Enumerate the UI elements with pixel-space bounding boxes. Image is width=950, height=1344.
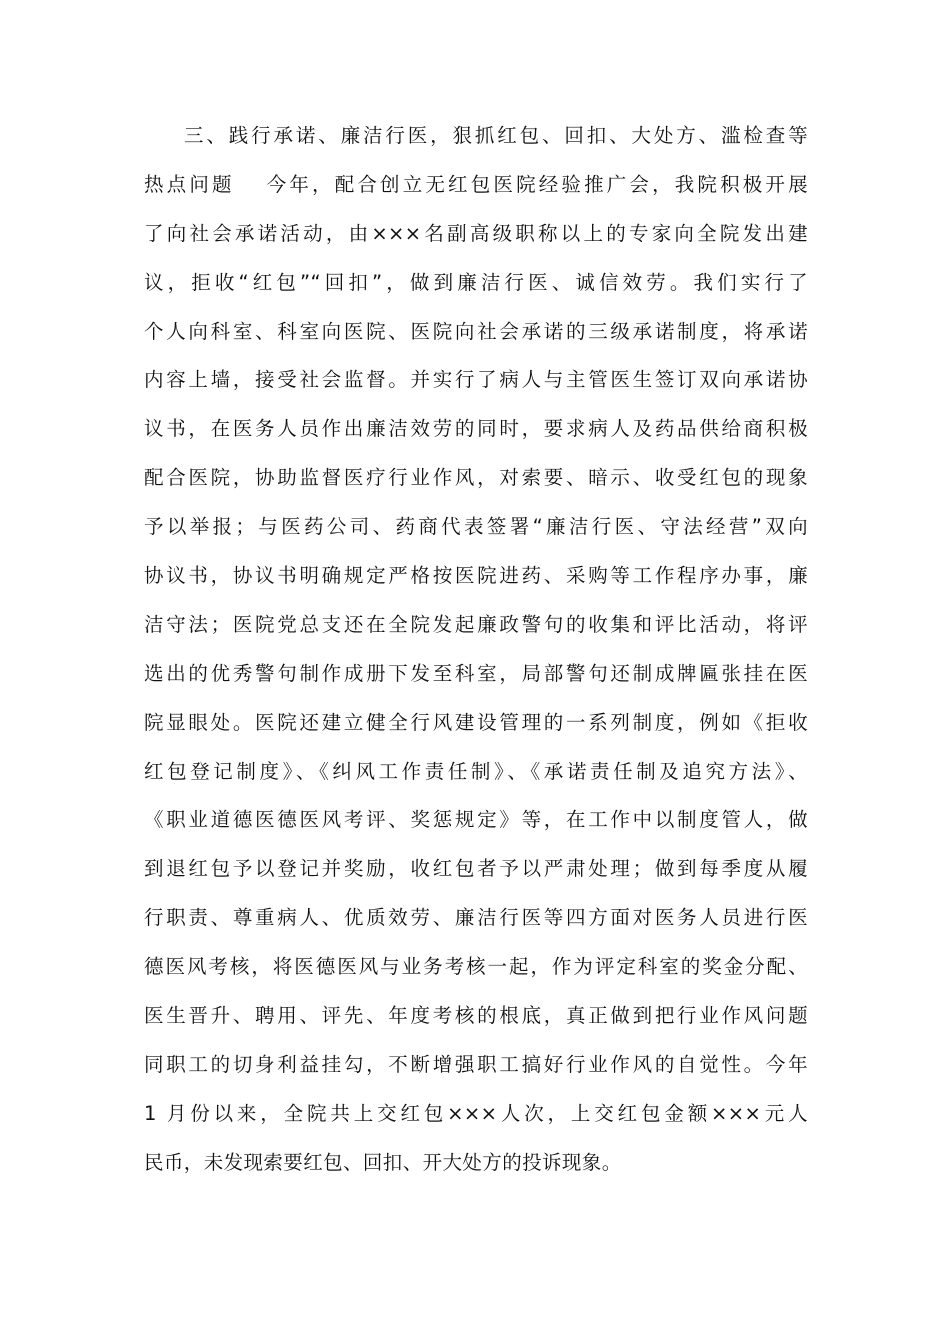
text-line: 同职工的切身利益挂勾，不断增强职工搞好行业作风的自觉性。今年 [144,1052,808,1076]
text-line: 《职业道德医德医风考评、奖惩规定》等，在工作中以制度管人，做 [144,808,808,832]
text-line: 选出的优秀警句制作成册下发至科室，局部警句还制成牌匾张挂在医 [144,661,808,685]
text-line: 协议书，协议书明确规定严格按医院进药、采购等工作程序办事，廉 [144,564,808,588]
text-line: 1 月份以来，全院共上交红包×××人次，上交红包金额×××元人 [144,1101,808,1125]
text-line: 洁守法；医院党总支还在全院发起廉政警句的收集和评比活动，将评 [144,612,808,636]
text-line: 配合医院，协助监督医疗行业作风，对索要、暗示、收受红包的现象 [144,466,808,490]
text-line: 院显眼处。医院还建立健全行风建设管理的一系列制度，例如《拒收 [144,710,808,734]
text-line: 三、践行承诺、廉洁行医，狠抓红包、回扣、大处方、滥检查等 [184,124,808,147]
text-line: 议书，在医务人员作出廉洁效劳的同时，要求病人及药品供给商积极 [144,417,808,441]
text-line: 个人向科室、科室向医院、医院向社会承诺的三级承诺制度，将承诺 [144,319,808,343]
text-line: 红包登记制度》、《纠风工作责任制》、《承诺责任制及追究方法》、 [144,759,808,783]
text-line: 到退红包予以登记并奖励，收红包者予以严肃处理；做到每季度从履 [144,857,808,881]
text-line: 医生晋升、聘用、评先、年度考核的根底，真正做到把行业作风问题 [144,1004,808,1028]
text-line: 予以举报；与医药公司、药商代表签署“廉洁行医、守法经营”双向 [144,515,808,539]
body-paragraph [144,112,808,1188]
text-line: 了向社会承诺活动，由×××名副高级职称以上的专家向全院发出建 [144,221,808,245]
text-line: 德医风考核，将医德医风与业务考核一起，作为评定科室的奖金分配、 [144,955,808,979]
text-line: 行职责、尊重病人、优质效劳、廉洁行医等四方面对医务人员进行医 [144,906,808,930]
text-line: 内容上墙，接受社会监督。并实行了病人与主管医生签订双向承诺协 [144,368,808,392]
text-line: 议，拒收“红包”“回扣”，做到廉洁行医、诚信效劳。我们实行了 [144,270,808,294]
text-line: 热点问题 今年，配合创立无红包医院经验推广会，我院积极开展 [144,172,808,196]
text-line: 民币，未发现索要红包、回扣、开大处方的投诉现象。 [144,1150,622,1174]
